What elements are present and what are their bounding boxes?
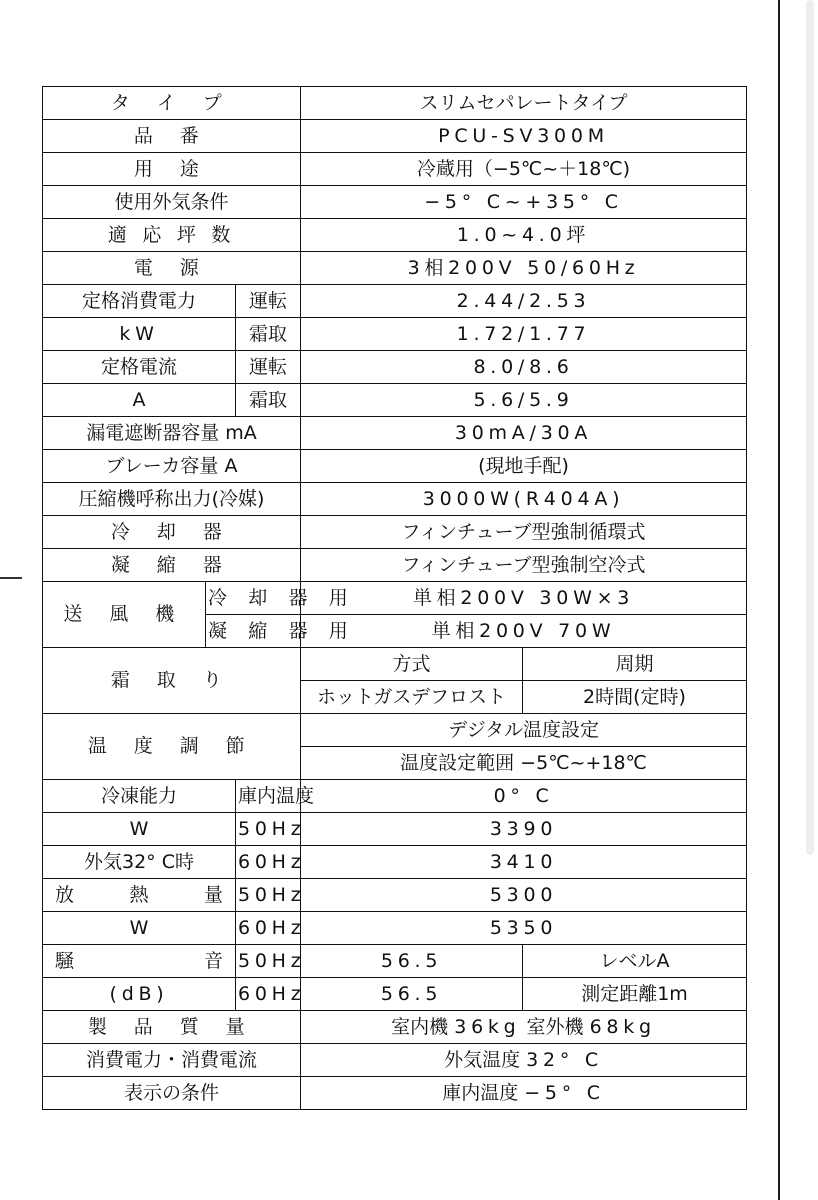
label-defrost-method: 霜 取 り [43,648,301,714]
row-compressor [43,483,747,516]
row-power [43,252,747,285]
label-conditions-2: 表示の条件 [43,1077,301,1110]
label-noise-unit: (dB) [43,978,236,1011]
label-compressor: 圧縮機呼称出力(冷媒) [43,483,301,516]
value-model: PCU-SV300M [301,120,747,153]
row-cooler [43,516,747,549]
row-type [43,87,747,120]
value-power: 3相200V 50/60Hz [301,252,747,285]
value-temp-range: 温度設定範囲 −5℃~+18℃ [301,747,747,780]
label-fan-condenser: 凝 縮 器 用 [206,615,301,648]
row-rated-power-defrost [43,318,747,351]
label-rated-power: 定格消費電力 [43,285,236,318]
label-rated-power-unit: kW [43,318,236,351]
value-rated-current-defrost: 5.6/5.9 [301,384,747,417]
value-breaker: 30mA/30A [301,417,747,450]
value-temp-control: デジタル温度設定 [301,714,747,747]
value-cooling-50hz: 3390 [301,813,747,846]
label-cooling-condition: 外気32° C時 [43,846,236,879]
header-cycle: 周期 [523,648,747,681]
row-ambient [43,186,747,219]
label-breaker-leak: 漏電遮断器容量 mA [43,417,301,450]
value-noise-50hz: 56.5 [301,945,523,978]
row-rated-current-operation [43,351,747,384]
row-area [43,219,747,252]
row-model [43,120,747,153]
row-rated-current-defrost [43,384,747,417]
value-use: 冷蔵用（−5℃~＋18℃) [301,153,747,186]
right-border-line [778,0,780,1200]
label-cooling-unit: W [43,813,236,846]
value-weight: 室内機 36kg 室外機 68kg [301,1011,747,1044]
value-inner-temp: 0° C [301,780,747,813]
label-rated-current: 定格電流 [43,351,236,384]
value-noise-60hz: 56.5 [301,978,523,1011]
label-50hz: 50Hz [236,879,301,912]
label-inner-temp: 庫内温度 [236,780,301,813]
label-conditions: 消費電力・消費電流 [43,1044,301,1077]
row-use [43,153,747,186]
row-conditions-1 [43,1044,747,1077]
label-operation: 運転 [236,285,301,318]
label-condenser: 凝 縮 器 [43,549,301,582]
row-fan-cooler [43,582,747,615]
label-power: 電 源 [43,252,301,285]
row-noise-50 [43,945,747,978]
row-breaker-1 [43,417,747,450]
value-outside-temp: 外気温度 32° C [301,1044,747,1077]
label-use: 用 途 [43,153,301,186]
value-noise-distance: 測定距離1m [523,978,747,1011]
label-fan: 送 風 機 [43,582,206,648]
value-area: 1.0~4.0坪 [301,219,747,252]
label-rated-current-unit: A [43,384,236,417]
label-heat-unit: W [43,912,236,945]
value-rated-power-operation: 2.44/2.53 [301,285,747,318]
row-noise-60 [43,978,747,1011]
label-breaker-capacity: ブレーカ容量 A [43,450,301,483]
value-heat-60hz: 5350 [301,912,747,945]
value-cooler: フィンチューブ型強制循環式 [301,516,747,549]
label-ambient: 使用外気条件 [43,186,301,219]
row-rated-power-operation [43,285,747,318]
label-60hz: 60Hz [236,978,301,1011]
header-method: 方式 [301,648,523,681]
value-condenser: フィンチューブ型強制空冷式 [301,549,747,582]
row-cooling-capacity-50 [43,813,747,846]
label-fan-cooler: 冷 却 器 用 [206,582,301,615]
label-operation: 運転 [236,351,301,384]
value-type: スリムセパレートタイプ [301,87,747,120]
label-heat-release: 放 熱 量 [43,879,236,912]
row-breaker-2 [43,450,747,483]
label-60hz: 60Hz [236,912,301,945]
label-50hz: 50Hz [236,945,301,978]
label-defrost: 霜取 [236,384,301,417]
value-inside-temp: 庫内温度 −5° C [301,1077,747,1110]
scrollbar-thumb[interactable] [806,0,814,855]
value-breaker-note: (現地手配) [301,450,747,483]
label-noise: 騒 音 [43,945,236,978]
row-cooling-capacity-60 [43,846,747,879]
value-heat-50hz: 5300 [301,879,747,912]
spec-table [42,86,747,1110]
label-defrost: 霜取 [236,318,301,351]
row-temp-control-1 [43,714,747,747]
value-rated-current-operation: 8.0/8.6 [301,351,747,384]
label-cooler: 冷 却 器 [43,516,301,549]
value-rated-power-defrost: 1.72/1.77 [301,318,747,351]
value-method: ホットガスデフロスト [301,681,523,714]
value-fan-condenser: 単相200V 70W [301,615,747,648]
label-type: タ イ プ [43,87,301,120]
label-cooling-capacity: 冷凍能力 [43,780,236,813]
label-model: 品 番 [43,120,301,153]
left-tick-mark [0,577,22,579]
value-noise-level: レベルA [523,945,747,978]
value-compressor: 3000W(R404A) [301,483,747,516]
row-weight [43,1011,747,1044]
row-cooling-capacity-temp [43,780,747,813]
value-cycle: 2時間(定時) [523,681,747,714]
value-cooling-60hz: 3410 [301,846,747,879]
value-fan-cooler: 単相200V 30W×3 [301,582,747,615]
row-conditions-2 [43,1077,747,1110]
label-temp-control: 温 度 調 節 [43,714,301,780]
row-heat-50 [43,879,747,912]
label-60hz: 60Hz [236,846,301,879]
label-50hz: 50Hz [236,813,301,846]
row-condenser [43,549,747,582]
value-ambient: −5° C~+35° C [301,186,747,219]
label-area: 適 応 坪 数 [43,219,301,252]
label-weight: 製 品 質 量 [43,1011,301,1044]
row-defrost-header [43,648,747,681]
row-heat-60 [43,912,747,945]
